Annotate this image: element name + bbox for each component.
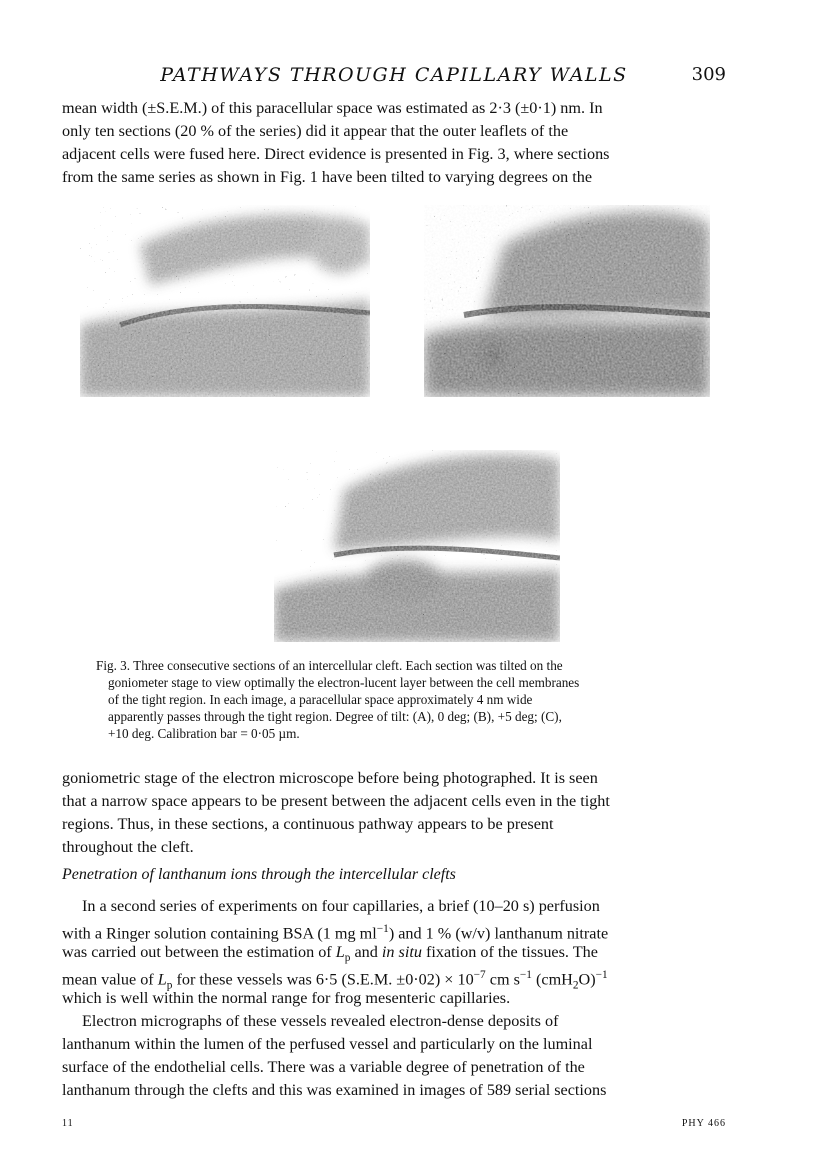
text-span: (cmH [531,970,573,989]
text-span: was carried out between the estimation of [62,943,336,961]
caption-line: +10 deg. Calibration bar = 0·05 µm. [108,726,300,741]
text-span: for these vessels was 6·5 (S.E.M. ±0·02) × 10 [172,970,474,989]
running-title: PATHWAYS THROUGH CAPILLARY WALLS [160,64,628,86]
text-line: mean width (±S.E.M.) of this paracellular space was estimated as 2·3 (±0·1) nm. In [62,99,603,117]
text-line: Electron micrographs of these vessels revealed electron-dense deposits of [82,1012,559,1030]
text-span: and [350,943,382,961]
figure-caption [96,657,692,742]
variable: L [335,943,345,961]
running-header [62,64,726,92]
caption-line: goniometer stage to view optimally the electron-lucent layer between the cell membranes [108,675,580,690]
text-span: mean value of [62,970,158,989]
italic-text: in situ [381,943,422,961]
text-line: throughout the cleft. [62,838,194,856]
page-number: 309 [691,64,726,85]
text-line: adjacent cells were fused here. Direct evidence is presented in Fig. 3, where sections [62,145,610,163]
text-span: cm s [485,970,520,989]
superscript: −1 [376,923,389,935]
micrograph-a-image [80,205,370,397]
text-line: only ten sections (20 % of the series) did it appear that the outer leaflets of the [62,122,569,140]
text-span: ) and 1 % (w/v) lanthanum nitrate [388,924,609,943]
text-line: In a second series of experiments on four capillaries, a brief (10–20 s) perfusion [82,897,600,915]
superscript: −1 [595,969,608,981]
text-span: O) [578,970,596,989]
text-line: surface of the endothelial cells. There was a variable degree of penetration of the [62,1058,585,1076]
text-line: lanthanum through the clefts and this was examined in images of 589 serial sections [62,1081,607,1099]
subscript: 2 [572,979,579,992]
caption-line: apparently passes through the tight region. Degree of tilt: (A), 0 deg; (B), +5 deg; (C), [108,709,562,724]
text-line: lanthanum within the lumen of the perfused vessel and particularly on the luminal [62,1035,593,1053]
micrograph-c-image [274,450,560,642]
superscript: −1 [519,969,532,981]
superscript: −7 [473,969,486,981]
micrograph-b-image [424,205,710,397]
text-span: fixation of the tissues. The [421,943,598,961]
micrograph-b [424,205,710,397]
caption-line: Fig. 3. Three consecutive sections of an intercellular cleft. Each section was tilted on the [96,658,563,673]
text-line: regions. Thus, in these sections, a continuous pathway appears to be present [62,815,554,833]
caption-line: of the tight region. In each image, a paracellular space approximately 4 nm wide [108,692,533,707]
subscript: p [166,979,173,992]
micrograph-a [80,205,370,397]
text-span: with a Ringer solution containing BSA (1 mg ml [62,924,377,943]
subscript: p [344,952,351,965]
text-line: goniometric stage of the electron microscope before being photographed. It is seen [62,769,598,787]
journal-code: PHY 466 [681,1118,726,1129]
section-heading: Penetration of lanthanum ions through the intercellular clefts [62,866,456,883]
text-line: which is well within the normal range for frog mesenteric capillaries. [62,989,511,1007]
text-line: from the same series as shown in Fig. 1 have been tilted to varying degrees on the [62,168,593,186]
variable: L [157,970,167,989]
micrograph-c [274,450,560,642]
text-line: that a narrow space appears to be present between the adjacent cells even in the tight [62,792,610,810]
signature-mark: 11 [62,1118,74,1129]
